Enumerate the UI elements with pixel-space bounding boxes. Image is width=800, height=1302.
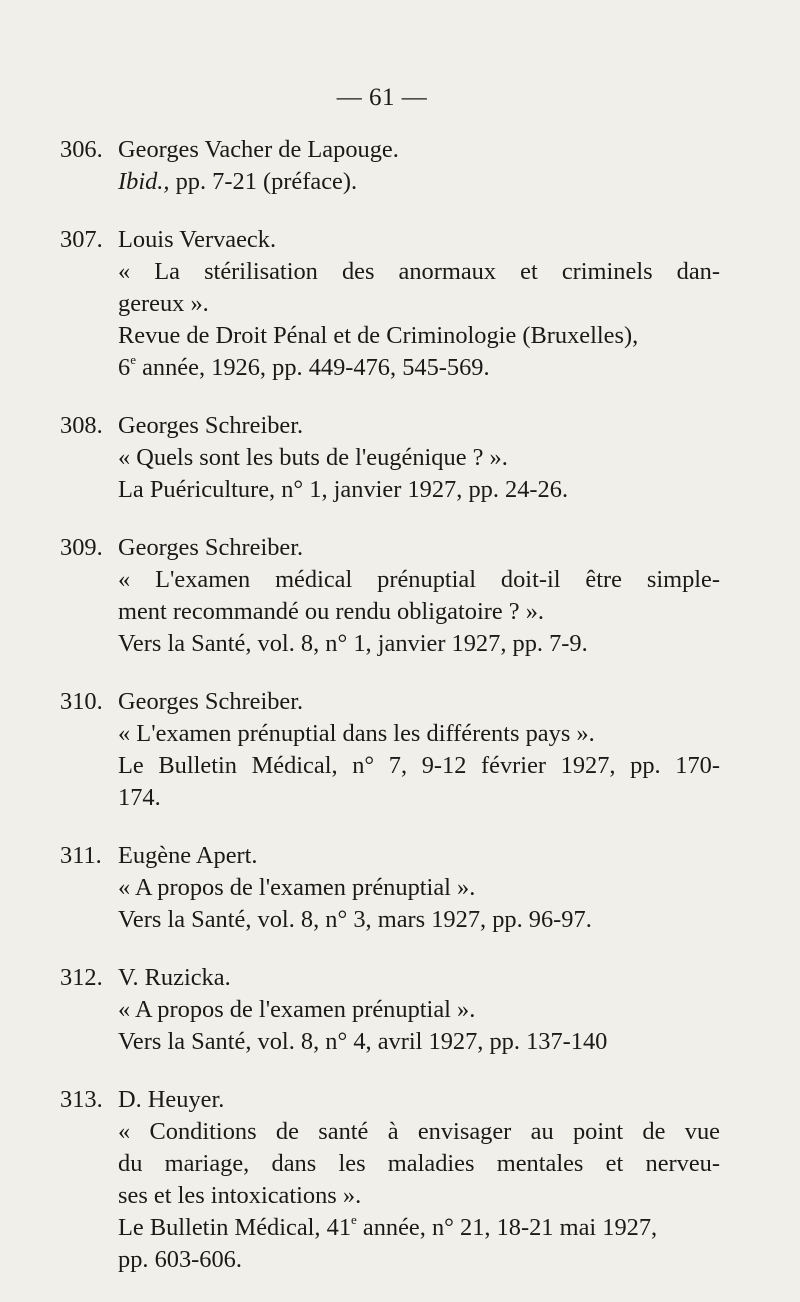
bibliography-list bbox=[60, 134, 720, 1302]
entry-author: Georges Vacher de Lapouge. bbox=[118, 136, 399, 163]
entry-author: Georges Schreiber. bbox=[118, 412, 304, 439]
bibliography-entry-311 bbox=[60, 840, 720, 936]
entry-number: 310. bbox=[60, 688, 103, 715]
entry-source-line: 174. bbox=[118, 784, 161, 811]
bibliography-entry-309 bbox=[60, 532, 720, 660]
page-number: — 61 — bbox=[336, 84, 428, 111]
entry-number: 307. bbox=[60, 226, 103, 253]
entry-source-line bbox=[118, 352, 720, 384]
entry-number: 308. bbox=[60, 412, 103, 439]
bibliography-entry-307 bbox=[60, 224, 720, 384]
entry-number: 306. bbox=[60, 136, 103, 163]
entry-number: 311. bbox=[60, 842, 102, 869]
entry-source-line: Vers la Santé, vol. 8, n° 1, janvier 1927, pp. 7-9. bbox=[118, 630, 588, 657]
entry-number: 309. bbox=[60, 534, 103, 561]
entry-author: Georges Schreiber. bbox=[118, 688, 304, 715]
bibliography-entry-306 bbox=[60, 134, 720, 198]
entry-source-text: année, 1926, pp. 449-476, 545-569. bbox=[135, 354, 490, 381]
entry-author: V. Ruzicka. bbox=[118, 964, 231, 991]
entry-title-line: ses et les intoxications ». bbox=[118, 1182, 362, 1209]
entry-title-line: « La stérilisation des anormaux et criminels dan- bbox=[118, 258, 720, 285]
entry-author: Eugène Apert. bbox=[118, 842, 258, 869]
entry-title-line: gereux ». bbox=[118, 290, 209, 317]
bibliography-entry-312 bbox=[60, 962, 720, 1058]
entry-source-text: année, n° 21, 18-21 mai 1927, bbox=[356, 1214, 658, 1241]
bibliography-entry-313 bbox=[60, 1084, 720, 1276]
entry-title-line: du mariage, dans les maladies mentales et nerveu- bbox=[118, 1150, 720, 1177]
entry-reference-text: pp. 7-21 (préface). bbox=[169, 168, 358, 195]
entry-source-line: pp. 603-606. bbox=[118, 1246, 242, 1273]
entry-author: Louis Vervaeck. bbox=[118, 226, 277, 253]
entry-title-line: « Quels sont les buts de l'eugénique ? ». bbox=[118, 444, 508, 471]
entry-title-line: « A propos de l'examen prénuptial ». bbox=[118, 996, 476, 1023]
entry-source-line: La Puériculture, n° 1, janvier 1927, pp. 24-26. bbox=[118, 476, 569, 503]
entry-title-line: ment recommandé ou rendu obligatoire ? ». bbox=[118, 598, 545, 625]
bibliography-entry-308 bbox=[60, 410, 720, 506]
entry-reference bbox=[118, 166, 720, 198]
entry-source-text: Le Bulletin Médical, 41 bbox=[118, 1214, 352, 1241]
entry-number: 312. bbox=[60, 964, 103, 991]
ibid-abbreviation: Ibid., bbox=[118, 168, 170, 195]
edition-number: 6 bbox=[118, 354, 131, 381]
ordinal-suffix: e bbox=[351, 1211, 357, 1227]
entry-title-line: « L'examen médical prénuptial doit-il être simple- bbox=[118, 566, 720, 593]
entry-author: Georges Schreiber. bbox=[118, 534, 304, 561]
entry-title-line: « L'examen prénuptial dans les différents pays ». bbox=[118, 720, 595, 747]
bibliography-entry-310 bbox=[60, 686, 720, 814]
entry-title-line: « Conditions de santé à envisager au point de vue bbox=[118, 1118, 720, 1145]
entry-source-line: Revue de Droit Pénal et de Criminologie (Bruxelles), bbox=[118, 322, 639, 349]
entry-author: D. Heuyer. bbox=[118, 1086, 225, 1113]
entry-source-line: Vers la Santé, vol. 8, n° 4, avril 1927, pp. 137-140 bbox=[118, 1028, 608, 1055]
entry-title-line: « A propos de l'examen prénuptial ». bbox=[118, 874, 476, 901]
entry-source-line bbox=[118, 1212, 720, 1244]
ordinal-suffix: e bbox=[130, 351, 136, 367]
entry-source-line: Vers la Santé, vol. 8, n° 3, mars 1927, pp. 96-97. bbox=[118, 906, 592, 933]
entry-source-line: Le Bulletin Médical, n° 7, 9-12 février 1927, pp. 170- bbox=[118, 752, 720, 779]
entry-number: 313. bbox=[60, 1086, 103, 1113]
